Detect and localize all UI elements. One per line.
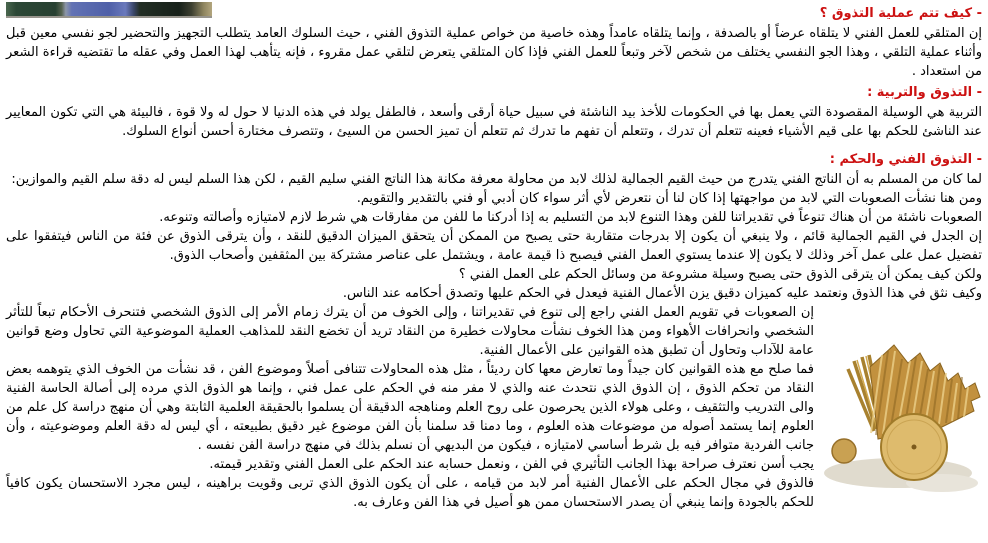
paragraph: الصعوبات ناشئة من أن هناك تنوعاً في تقديراتنا للفن وهذا التنوع لابد من التسليم به إذا أدركنا ما للفن من مفارقات هي شرط لازم لامتيازه وأصالته وتنوعه. [159,210,982,225]
paragraph: إن المتلقي للعمل الفني لا يتلقاه عرضاً أو بالصدفة ، وإنما يتلقاه عامداً وهذه خاصية من خواص عملية التذوق الفني ، حيث السلوك العامد يتطلب التجهيز والتحضير لجو نفسي معين قبل وأثناء عملية التلقي ، وهذا الجو النفسي يختلف من شخص لآخر وتبعاً للعمل الفني فإذا كان المتلقي يتعرض لتلقي عمل مقروء ، فإنه يتأهب لهذا العمل وفي عقله ما تقتضيه قراءة الشعر من استعداد . [6,26,982,79]
landscape-photo [6,2,212,18]
paragraph: يجب أسن نعترف صراحة بهذا الجانب التأثيري في الفن ، ونعمل حسابه عند الحكم على العمل الفني وتقدير قيمته. [209,457,814,472]
paragraph: إن الصعوبات في تقويم العمل الفني راجع إلى تنوع في تقديراتنا ، وإلى الخوف من أن يترك زمام الأمر إلى الذوق الشخصي فتنحرف الأحكام تبعاً للتأثر الشخصي وانحرافات الأهواء ومن هذا الخوف نشأت محاولات خطيرة من النقاد تريد أن تخضع النقد للمذاهب العملية الموضوعية التي تحاول وضع قوانين عامة للآداب وتحاول أن تطبق هذه القوانين على الأعمال الفنية. [6,305,814,358]
paragraph: ومن هنا نشأت الصعوبات التي لابد من مواجهتها إذا كان لنا أن نتعرض لأي أثر سواء كان أدبي أو فني بالتقدير والتقويم. [356,191,982,206]
paragraph: إن الجدل في القيم الجمالية قائم ، ولا ينبغي أن يكون إلا بدرجات متقاربة حتى يصبح من الممكن أن يتحقق الميزان الدقيق للنقد ، وأن يترقى الذوق عن فئة من الناس فيتفقوا على تفضيل عمل على عمل آخر وذلك لا يكون إلا عندما يستوي العمل الفني فيصبح ذا قيمة عامة ، ويشتمل على عناصر مشتركة بين المثقفين وأصحاب الذوق. [6,229,982,263]
paragraph: ولكن كيف يمكن أن يترقى الذوق حتى يصبح وسيلة مشروعة من وسائل الحكم على العمل الفني ؟ [458,267,982,282]
paragraph: فما صلح مع هذه القوانين كان جيداً وما تعارض معها كان رديئاً ، مثل هذه المحاولات تتنافى أصلاً وموضوع الفن ، قد نشأت من الخوف الذي يتوهمه بعض النقاد من تحكم الذوق ، إن الذوق الذي نتحدث عنه والذي لا مفر منه في الحكم على عمل فني ، وإنما هو الذوق الذي مرده إلى أصالة الحاسة الفنية والى التدريب والتثقيف ، وعلى هولاء الذين يحرصون على روح العلم ومناهجه الدقيقة أن يسلموا بالحقيقة العلمية الثابتة وهي أن منهج دراسة كل علم من العلوم إنما يستمد أصوله من موضوعات هذه العلوم ، وما دمنا قد سلمنا بأن الفن موضوع غير دقيق بطبيعته ، أي ليس له دقة العلم وموضوعيته ، وأن جانب الفردية متوافر فيه بل شرط أساسي لامتيازه ، فيكون من البديهي أن نسلم بذلك في منهج دراسة الفن نفسه . [6,362,814,453]
section-heading-tasting-process: - كيف تتم عملية التذوق ؟ [819,6,982,21]
paragraph: فالذوق في مجال الحكم على الأعمال الفنية أمر لابد من قيامه ، على أن يكون الذوق الذي تربى وقويت براهينه ، ليس مجرد الاستحسان يكون كافياً للحكم بالجودة وإنما ينبغي أن يصدر الاستحسان ممن هو أصيل في هذا الفن وعارف به. [6,476,814,510]
paragraph: لما كان من المسلم به أن الناتج الفني يتدرج من حيث القيم الجمالية لذلك لابد من محاولة معرفة مكانة هذا الناتج الفني سليم القيم ، لكن هذا السلم ليس له دقة سلم القيم والموازين: [11,172,982,187]
paragraph: التربية هي الوسيلة المقصودة التي يعمل بها في الحكومات للأخذ بيد الناشئة في سبيل حياة أرقى وأسعد ، فالطفل يولد في هذه الدنيا لا حول له ولا قوة ، فالبيئة هي التي تكون المعايير عند الناشئ للحكم بها على قيم الأشياء فعينه تتعلم أن تدرك ، وتتعلم أن تفهم ما تدرك ثم تتعلم أن تميز الحسن من السيئ ، وتتصرف مختارة أحسن أنواع السلوك. [6,105,982,139]
wooden-toy-photo [824,333,982,501]
wooden-toy-illustration [824,333,982,501]
paragraph: وكيف نثق في هذا الذوق ونعتمد عليه كميزان دقيق يزن الأعمال الفنية فيعدل في الحكم عليها وتصدق أحكامه عند الناس. [342,286,982,301]
section-heading-tasting-and-education: - التذوق والتربية : [867,85,982,100]
section-heading-tasting-and-judgment: - التذوق الفني والحكم : [829,152,982,167]
